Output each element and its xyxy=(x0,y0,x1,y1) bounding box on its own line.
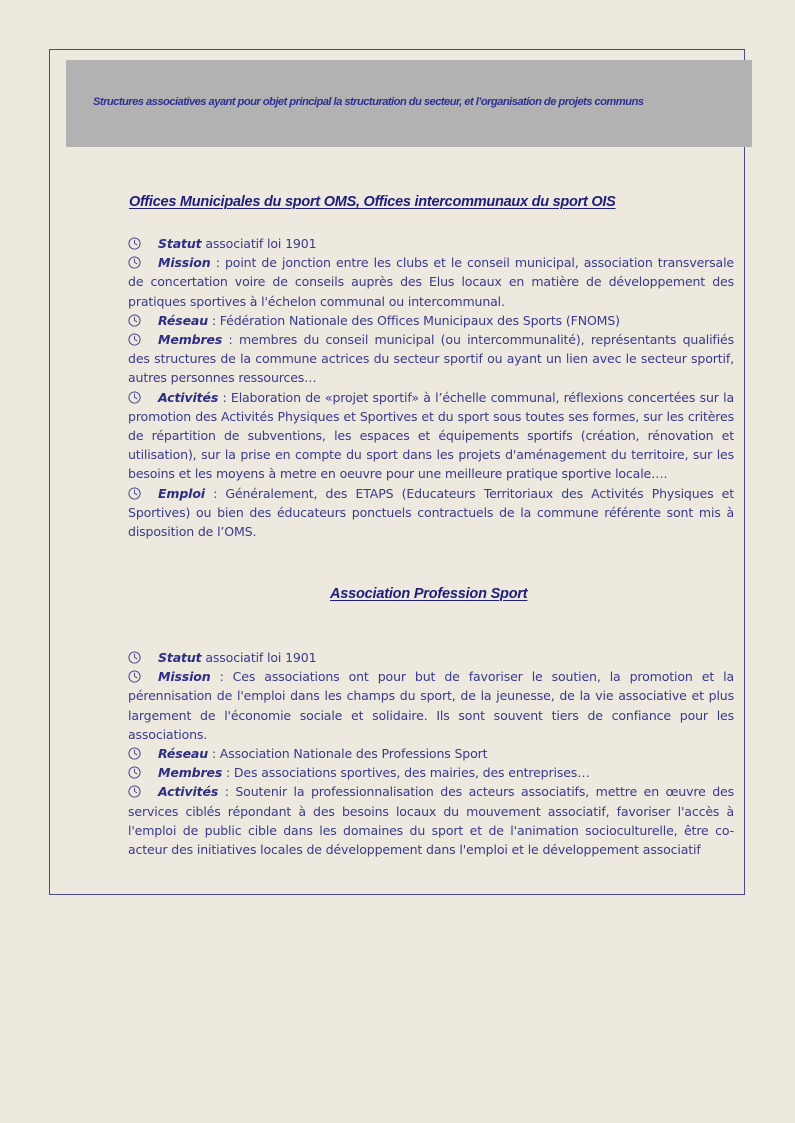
list-item xyxy=(128,744,734,763)
clock-icon xyxy=(128,667,158,686)
clock-icon xyxy=(128,782,158,801)
list-item xyxy=(128,484,734,542)
item-text: : Elaboration de «projet sportif» à l’échelle communal, réflexions concertées sur la promotion des Activités Physiques et Sportives et du sport sous toutes ses formes, sur les critères de répartition de subventions, les espaces et équipements sportifs (création, rénovation et utilisation), sur la prise en compte du sport dans les projets d'aménagement du territoire, sur les besoins et les moyens à metre en oeuvre pour une meilleure pratique sportive locale…. xyxy=(128,389,734,482)
clock-icon xyxy=(128,234,158,253)
item-text: : point de jonction entre les clubs et le conseil municipal, association transversale de concertation voire de conseils auprès des Elus locaux en matière de développement des pratiques sportives à l'échelon communal ou intercommunal. xyxy=(128,255,734,309)
item-keyword: Membres xyxy=(158,765,223,781)
item-text: : Association Nationale des Professions Sport xyxy=(208,746,488,762)
clock-icon xyxy=(128,744,158,763)
clock-icon xyxy=(128,311,158,330)
section-oms xyxy=(128,234,734,541)
item-text: : Soutenir la professionnalisation des acteurs associatifs, mettre en œuvre des services ciblés répondant à des besoins locaux du mouvement associatif, favoriser l'accès à l'emploi de public cible dans les domaines du sport et de l'animation socioculturelle, être co-acteur des initiatives locales de développement dans l'emploi et le développement associatif xyxy=(128,784,734,858)
item-text: associatif loi 1901 xyxy=(201,650,317,665)
item-keyword: Activités xyxy=(158,389,219,405)
clock-icon xyxy=(128,648,158,667)
clock-icon xyxy=(128,388,158,407)
item-keyword: Réseau xyxy=(158,312,209,328)
item-keyword: Réseau xyxy=(158,746,209,762)
item-text: : Des associations sportives, des mairies, des entreprises… xyxy=(222,765,590,781)
section-profession-sport xyxy=(128,648,734,859)
item-keyword: Emploi xyxy=(158,485,205,501)
list-item xyxy=(128,234,734,253)
item-text: : membres du conseil municipal (ou intercommunalité), représentants qualifiés des structures de la commune actrices du secteur sportif ou ayant un lien avec le secteur sportif, autres personnes ressources… xyxy=(128,332,734,386)
item-text: : Fédération Nationale des Offices Municipaux des Sports (FNOMS) xyxy=(208,312,620,328)
list-item xyxy=(128,388,734,484)
item-keyword: Statut xyxy=(158,236,202,251)
list-item xyxy=(128,763,734,782)
list-item xyxy=(128,330,734,388)
item-text: : Ces associations ont pour but de favoriser le soutien, la promotion et la pérennisation de l'emploi dans les champs du sport, de la jeunesse, de la vie associative et plus largement de l'économie sociale et solidaire. Ils sont souvent tiers de confiance pour les associations. xyxy=(128,669,734,742)
clock-icon xyxy=(128,484,158,503)
list-item xyxy=(128,648,734,667)
list-item xyxy=(128,253,734,311)
banner-text: Structures associatives ayant pour objet principal la structuration du secteur, et l’organisation de projets communs xyxy=(93,96,644,108)
header-banner xyxy=(66,60,752,147)
item-keyword: Membres xyxy=(158,332,223,348)
list-item xyxy=(128,667,734,744)
list-item xyxy=(128,311,734,330)
item-keyword: Activités xyxy=(158,784,219,800)
list-item xyxy=(128,782,734,859)
clock-icon xyxy=(128,330,158,349)
section-title-profession-sport: Association Profession Sport xyxy=(330,586,528,602)
item-keyword: Mission xyxy=(158,255,211,271)
clock-icon xyxy=(128,763,158,782)
item-text: associatif loi 1901 xyxy=(201,236,317,251)
item-text: : Généralement, des ETAPS (Educateurs Territoriaux des Activités Physiques et Sportives) ou bien des éducateurs ponctuels contractuels de la commune référente sont mis à disposition de l’OMS. xyxy=(128,485,734,540)
item-keyword: Mission xyxy=(158,669,211,685)
clock-icon xyxy=(128,253,158,272)
section-title-oms: Offices Municipales du sport OMS, Offices intercommunaux du sport OIS xyxy=(129,194,616,210)
item-keyword: Statut xyxy=(158,650,202,665)
